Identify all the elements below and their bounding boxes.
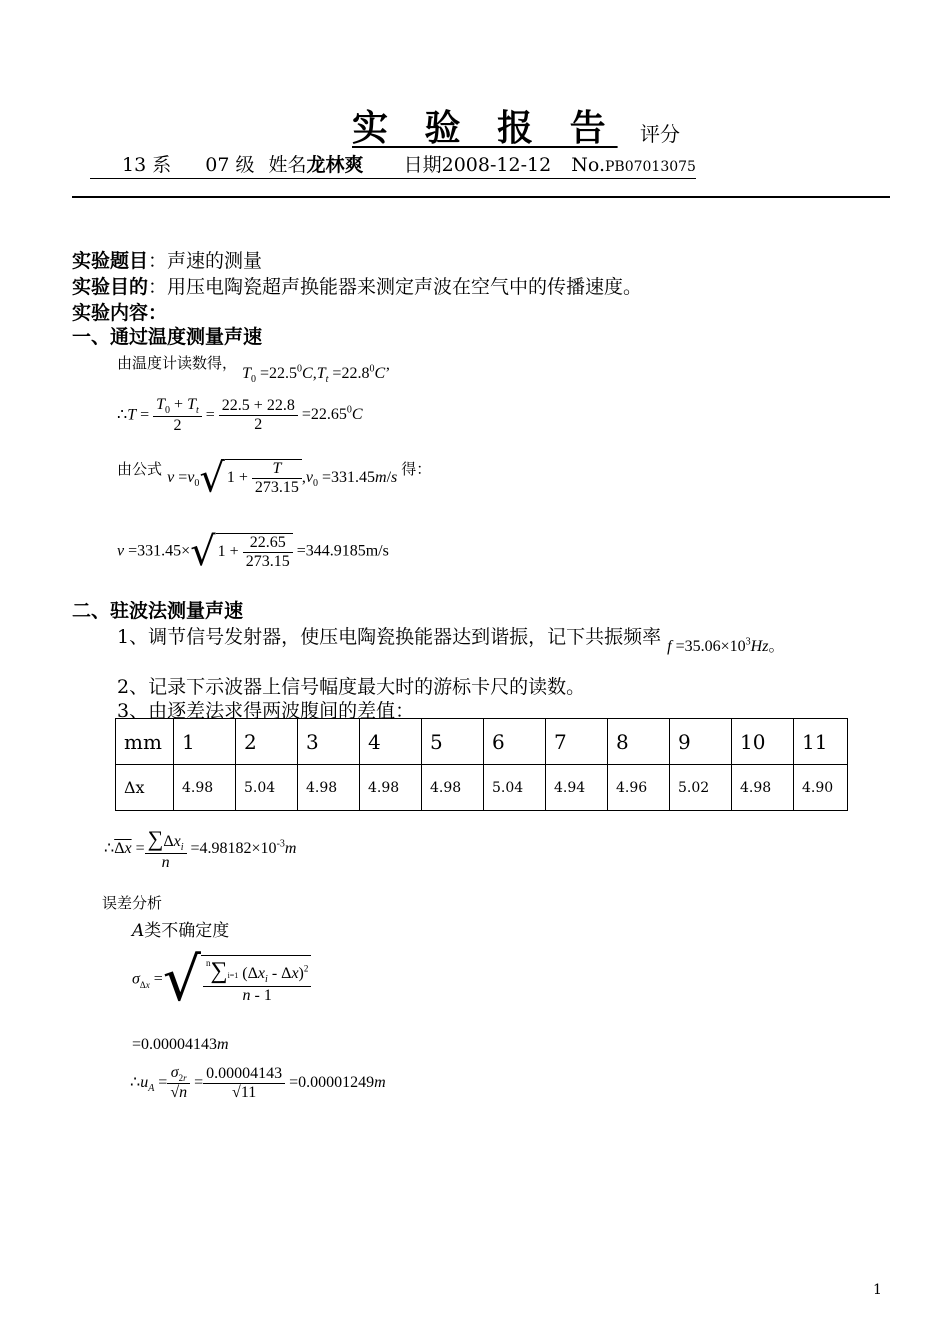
table-row-label: Δx xyxy=(116,765,174,811)
ua-denominator: 11 xyxy=(240,1083,257,1101)
speed-result: v =331.45×√ 1 + $\frac{22.65}{273.15}$ =344.9185m/s xyxy=(117,529,389,575)
topic-line: 实验题目：声速的测量 xyxy=(72,250,263,272)
reading-text: 由温度计读数得， xyxy=(117,354,238,372)
step2: 2、记录下示波器上信号幅度最大时的游标卡尺的读数。 xyxy=(117,676,586,698)
result-avg: 22.65 xyxy=(243,534,293,553)
report-title: 实 验 报 告 xyxy=(352,107,618,149)
student-info-line xyxy=(90,150,696,179)
temperature-reading: 由温度计读数得， $T_0 =22.5^0C,T_t =22.8^0C$’ xyxy=(117,354,391,386)
table-header-cell: 3 xyxy=(298,719,360,765)
table-header-cell: 6 xyxy=(484,719,546,765)
result-v0: 331.45 xyxy=(137,542,182,560)
formula-prefix: 由公式 xyxy=(117,460,163,478)
student-name: 龙林爽 xyxy=(306,154,364,176)
section2-heading: 二、驻波法测量声速 xyxy=(72,600,244,622)
table-value-cell: 4.98 xyxy=(174,765,236,811)
date-label: 日期 xyxy=(403,154,442,176)
sigma-formula: $\sigma_{\Delta x}$ =√ $\frac{^n\sum i=1 (\Delta x_i - \Delta x)^2}{n - 1}$ xyxy=(132,950,311,1010)
dept: 13 系 xyxy=(122,154,172,176)
freq-value: 35.06 xyxy=(684,638,721,655)
table-header-cell: 4 xyxy=(360,719,422,765)
step1-text: 1、调节信号发射器，使压电陶瓷换能器达到谐振，记下共振频率 xyxy=(117,626,662,648)
tt-value: 22.8 xyxy=(341,365,370,382)
mean-value: 4.98182 xyxy=(199,839,252,857)
header-rule xyxy=(72,196,890,198)
table-value-row xyxy=(116,765,848,811)
ua-result: 0.00001249 xyxy=(298,1073,375,1091)
table-header-cell: 9 xyxy=(670,719,732,765)
error-heading: 误差分析 xyxy=(102,894,163,912)
table-unit: mm xyxy=(116,719,174,765)
table-header-cell: 10 xyxy=(732,719,794,765)
name-label: 姓名 xyxy=(268,154,307,176)
table-header-cell: 7 xyxy=(546,719,608,765)
table-value-cell: 4.96 xyxy=(608,765,670,811)
table-value-cell: 4.98 xyxy=(422,765,484,811)
table-header-cell: 8 xyxy=(608,719,670,765)
purpose-line: 实验目的：用压电陶瓷超声换能器来测定声波在空气中的传播速度。 xyxy=(72,276,643,298)
delta-x-table xyxy=(115,718,848,811)
ua-numerator: 0.00004143 xyxy=(203,1065,285,1084)
content-label: 实验内容： xyxy=(72,302,168,324)
t0-value: 22.5 xyxy=(269,365,298,382)
table-value-cell: 4.98 xyxy=(360,765,422,811)
v0-value: 331.45 xyxy=(331,468,376,486)
type-a-line: A类不确定度 xyxy=(132,921,230,941)
purpose-label: 实验目的 xyxy=(72,276,149,298)
score-label: 评分 xyxy=(640,122,680,146)
table-value-cell: 4.94 xyxy=(546,765,608,811)
table-header-cell: 5 xyxy=(422,719,484,765)
step1: 1、调节信号发射器，使压电陶瓷换能器达到谐振，记下共振频率 $_{f =35.06\times 10^3Hz。}$ xyxy=(117,626,785,655)
table-value-cell: 4.98 xyxy=(732,765,794,811)
ua-formula: $\therefore u_A$ = $\frac{\sigma_{2r}}{√n}$ = $\frac{0.00004143}{√11}$ =0.00001249m xyxy=(130,1064,386,1102)
type-a-text: 类不确定度 xyxy=(144,921,230,941)
student-number: PB07013075 xyxy=(605,159,696,175)
table-value-cell: 5.04 xyxy=(484,765,546,811)
section1-heading: 一、通过温度测量声速 xyxy=(72,326,263,348)
table-value-cell: 5.02 xyxy=(670,765,732,811)
report-date: 2008-12-12 xyxy=(441,154,552,176)
avg-tt: 22.8 xyxy=(266,397,295,415)
table-value-cell: 5.04 xyxy=(236,765,298,811)
formula-suffix: 得： xyxy=(401,460,432,478)
table-header-cell: 1 xyxy=(174,719,236,765)
topic-text: 声速的测量 xyxy=(167,250,263,272)
step3: 3、由逐差法求得两波腹间的差值： xyxy=(117,700,415,722)
avg-t0: 22.5 xyxy=(221,397,250,415)
speed-formula: 由公式 $v =v_0√$ 1 + $\frac{T}{273.15}$ $,v_0 =331.45m/s$ 得： xyxy=(117,455,432,501)
topic-label: 实验题目 xyxy=(72,250,149,272)
mean-formula: ∴Δx = $\frac{\sum\Delta x_i}{n}$ $=4.98182\times 10^{-3}m$ xyxy=(104,826,297,872)
no-label: No. xyxy=(571,154,605,176)
sigma-value: 0.00004143 xyxy=(141,1036,218,1053)
table-header-cell: 2 xyxy=(236,719,298,765)
sigma-value-line: =0.00004143m xyxy=(132,1036,229,1053)
table-value-cell: 4.90 xyxy=(794,765,848,811)
table-header-row xyxy=(116,719,848,765)
speed-result-value: 344.9185 xyxy=(305,542,366,560)
purpose-text: 用压电陶瓷超声换能器来测定声波在空气中的传播速度。 xyxy=(167,276,643,298)
grade: 07 级 xyxy=(205,154,255,176)
page-number: 1 xyxy=(873,1282,882,1298)
average-formula: ∴T = $\frac{T_0 + T_t}{2}$ = $\frac{22.5 + 22.8}{2}$ $=22.65^0C$ xyxy=(117,396,363,435)
table-header-cell: 11 xyxy=(794,719,848,765)
table-value-cell: 4.98 xyxy=(298,765,360,811)
avg-value: 22.65 xyxy=(310,406,347,424)
